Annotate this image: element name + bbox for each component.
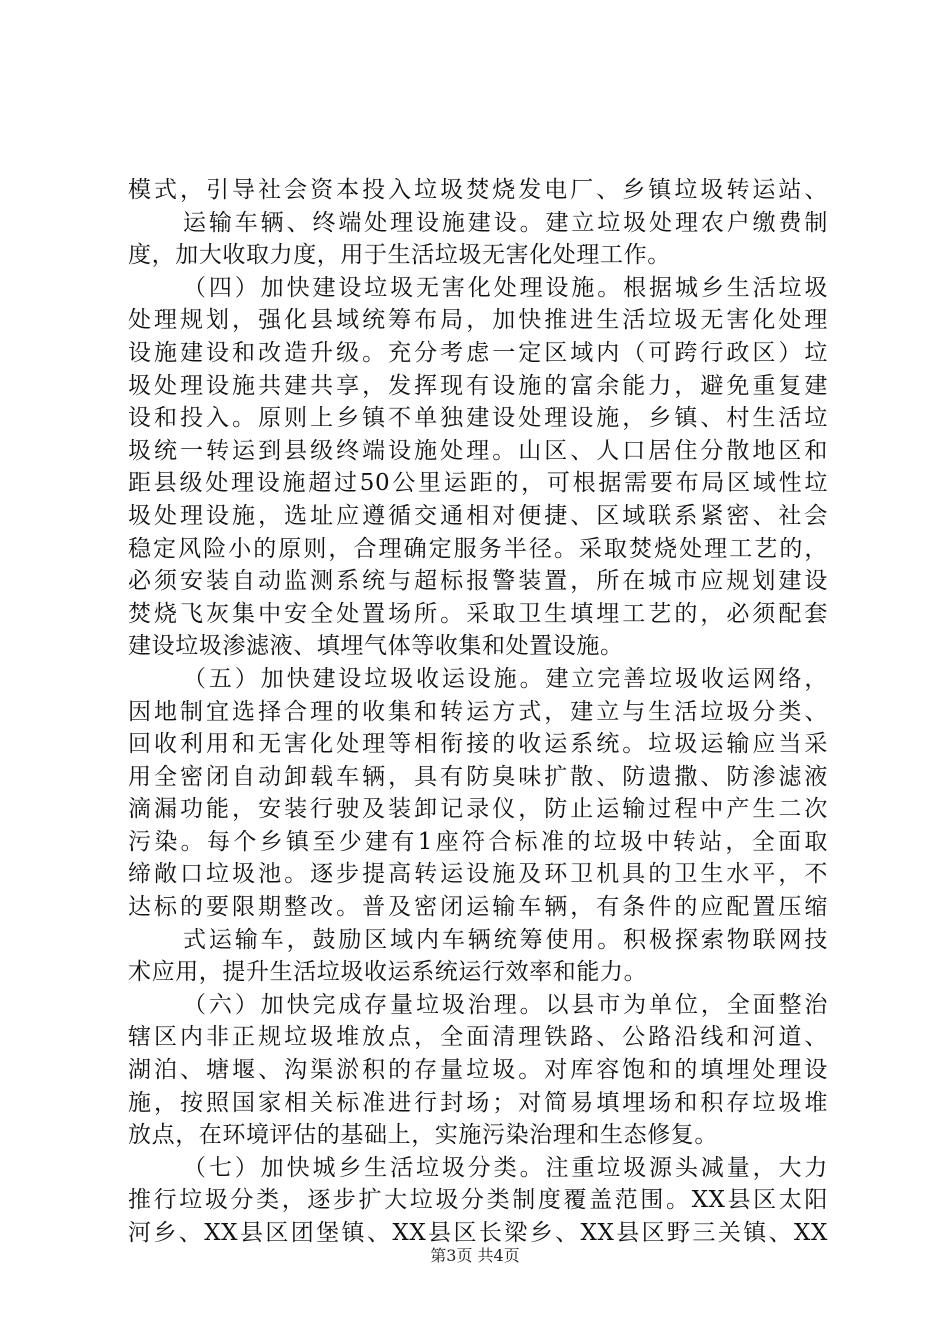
text-line: 缔敞口垃圾池。逐步提高转运设施及环卫机具的卫生水平，不 <box>128 861 828 888</box>
text-line: 圾统一转运到县级终端设施处理。山区、人口居住分散地区和 <box>128 437 828 464</box>
text-line: 术应用，提升生活垃圾收运系统运行效率和能力。 <box>128 959 648 986</box>
text-line: 放点，在环境评估的基础上，实施污染治理和生态修复。 <box>128 1122 718 1149</box>
paragraph-heading-7: （七）加快城乡生活垃圾分类。注重垃圾源头减量，大力 <box>183 1154 828 1181</box>
text-line: 设施建设和改造升级。充分考虑一定区域内（可跨行政区）垃 <box>128 339 828 366</box>
text-line: 度，加大收取力度，用于生活垃圾无害化处理工作。 <box>128 242 671 269</box>
text-line: 必须安装自动监测系统与超标报警装置，所在城市应规划建设 <box>128 568 828 595</box>
text-line: 因地制宜选择合理的收集和转运方式，建立与生活垃圾分类、 <box>128 698 828 725</box>
body-text <box>128 174 828 1250</box>
text-line: 稳定风险小的原则，合理确定服务半径。采取焚烧处理工艺的， <box>128 535 828 562</box>
text-line: 用全密闭自动卸载车辆，具有防臭味扩散、防遗撒、防渗滤液 <box>128 763 828 790</box>
text-line: 污染。每个乡镇至少建有1座符合标准的垃圾中转站，全面取 <box>128 828 828 855</box>
page-footer: 第3页 共4页 <box>430 1246 520 1265</box>
text-line: 滴漏功能，安装行驶及装卸记录仪，防止运输过程中产生二次 <box>128 796 828 823</box>
text-line: 圾处理设施，选址应遵循交通相对便捷、区域联系紧密、社会 <box>128 502 828 529</box>
text-line: 模式，引导社会资本投入垃圾焚烧发电厂、乡镇垃圾转运站、 <box>128 177 828 203</box>
text-line: 施，按照国家相关标准进行封场；对简易填埋场和积存垃圾堆 <box>128 1089 828 1116</box>
text-line: 推行垃圾分类，逐步扩大垃圾分类制度覆盖范围。XX县区太阳 <box>128 1187 828 1214</box>
text-line: 回收利用和无害化处理等相衔接的收运系统。垃圾运输应当采 <box>128 731 828 758</box>
text-line: 圾处理设施共建共享，发挥现有设施的富余能力，避免重复建 <box>128 372 828 399</box>
text-line: 距县级处理设施超过50公里运距的，可根据需要布局区域性垃 <box>128 470 828 497</box>
text-line: 建设垃圾渗滤液、填埋气体等收集和处置设施。 <box>128 633 624 660</box>
text-line: 式运输车，鼓励区域内车辆统筹使用。积极探索物联网技 <box>183 926 828 953</box>
text-line: 河乡、XX县区团堡镇、XX县区长梁乡、XX县区野三关镇、XX <box>128 1220 828 1246</box>
paragraph-heading-6: （六）加快完成存量垃圾治理。以县市为单位，全面整治 <box>183 991 828 1018</box>
text-line: 设和投入。原则上乡镇不单独建设处理设施，乡镇、村生活垃 <box>128 405 828 432</box>
text-line: 焚烧飞灰集中安全处置场所。采取卫生填埋工艺的，必须配套 <box>128 600 828 627</box>
paragraph-heading-5: （五）加快建设垃圾收运设施。建立完善垃圾收运网络， <box>183 665 828 692</box>
text-line: 达标的要限期整改。普及密闭运输车辆，有条件的应配置压缩 <box>128 894 828 921</box>
text-line: 辖区内非正规垃圾堆放点，全面清理铁路、公路沿线和河道、 <box>128 1024 828 1051</box>
text-line: 湖泊、塘堰、沟渠淤积的存量垃圾。对库容饱和的填埋处理设 <box>128 1057 828 1084</box>
text-line: 运输车辆、终端处理设施建设。建立垃圾处理农户缴费制 <box>183 209 828 236</box>
paragraph-heading-4: （四）加快建设垃圾无害化处理设施。根据城乡生活垃圾 <box>183 274 828 301</box>
text-line: 处理规划，强化县域统筹布局，加快推进生活垃圾无害化处理 <box>128 307 828 334</box>
